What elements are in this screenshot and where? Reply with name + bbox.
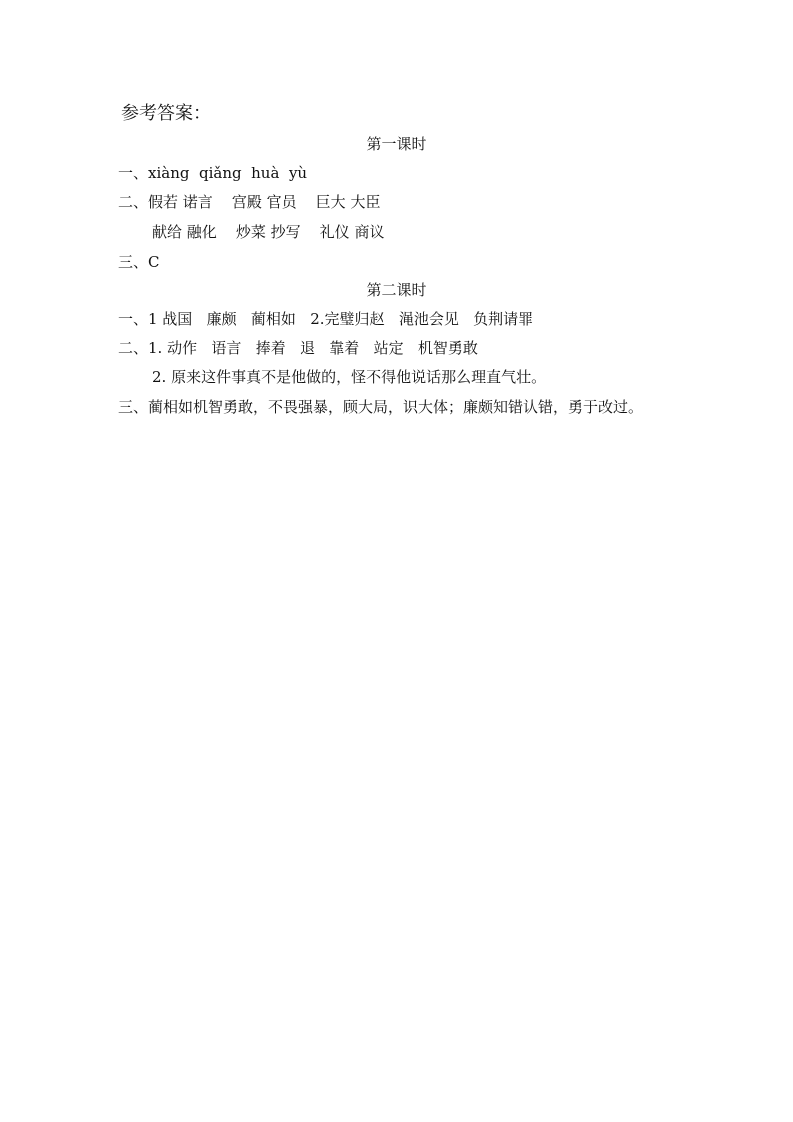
lesson2-answer-2-line2: 2. 原来这件事真不是他做的，怪不得他说话那么理直气壮。	[152, 368, 547, 386]
lesson1-answer-1: 一、xiàng qiǎng huà yù	[118, 164, 308, 182]
lesson2-answer-2-line1: 二、1. 动作 语言 捧着 退 靠着 站定 机智勇敢	[118, 339, 478, 357]
lesson1-title: 第一课时	[366, 135, 427, 153]
lesson2-answer-3: 三、蔺相如机智勇敢，不畏强暴，顾大局，识大体；廉颇知错认错，勇于改过。	[118, 398, 644, 416]
lesson2-answer-1: 一、1 战国 廉颇 蔺相如 2.完璧归赵 渑池会见 负荆请罪	[118, 310, 534, 328]
lesson1-answer-2-line1: 二、假若 诺言 宫殿 官员 巨大 大臣	[118, 193, 381, 211]
lesson1-answer-2-line2: 献给 融化 炒菜 抄写 礼仪 商议	[152, 223, 385, 241]
lesson2-title: 第二课时	[366, 281, 427, 299]
lesson1-answer-3: 三、C	[118, 253, 160, 271]
page-heading: 参考答案：	[121, 103, 211, 124]
